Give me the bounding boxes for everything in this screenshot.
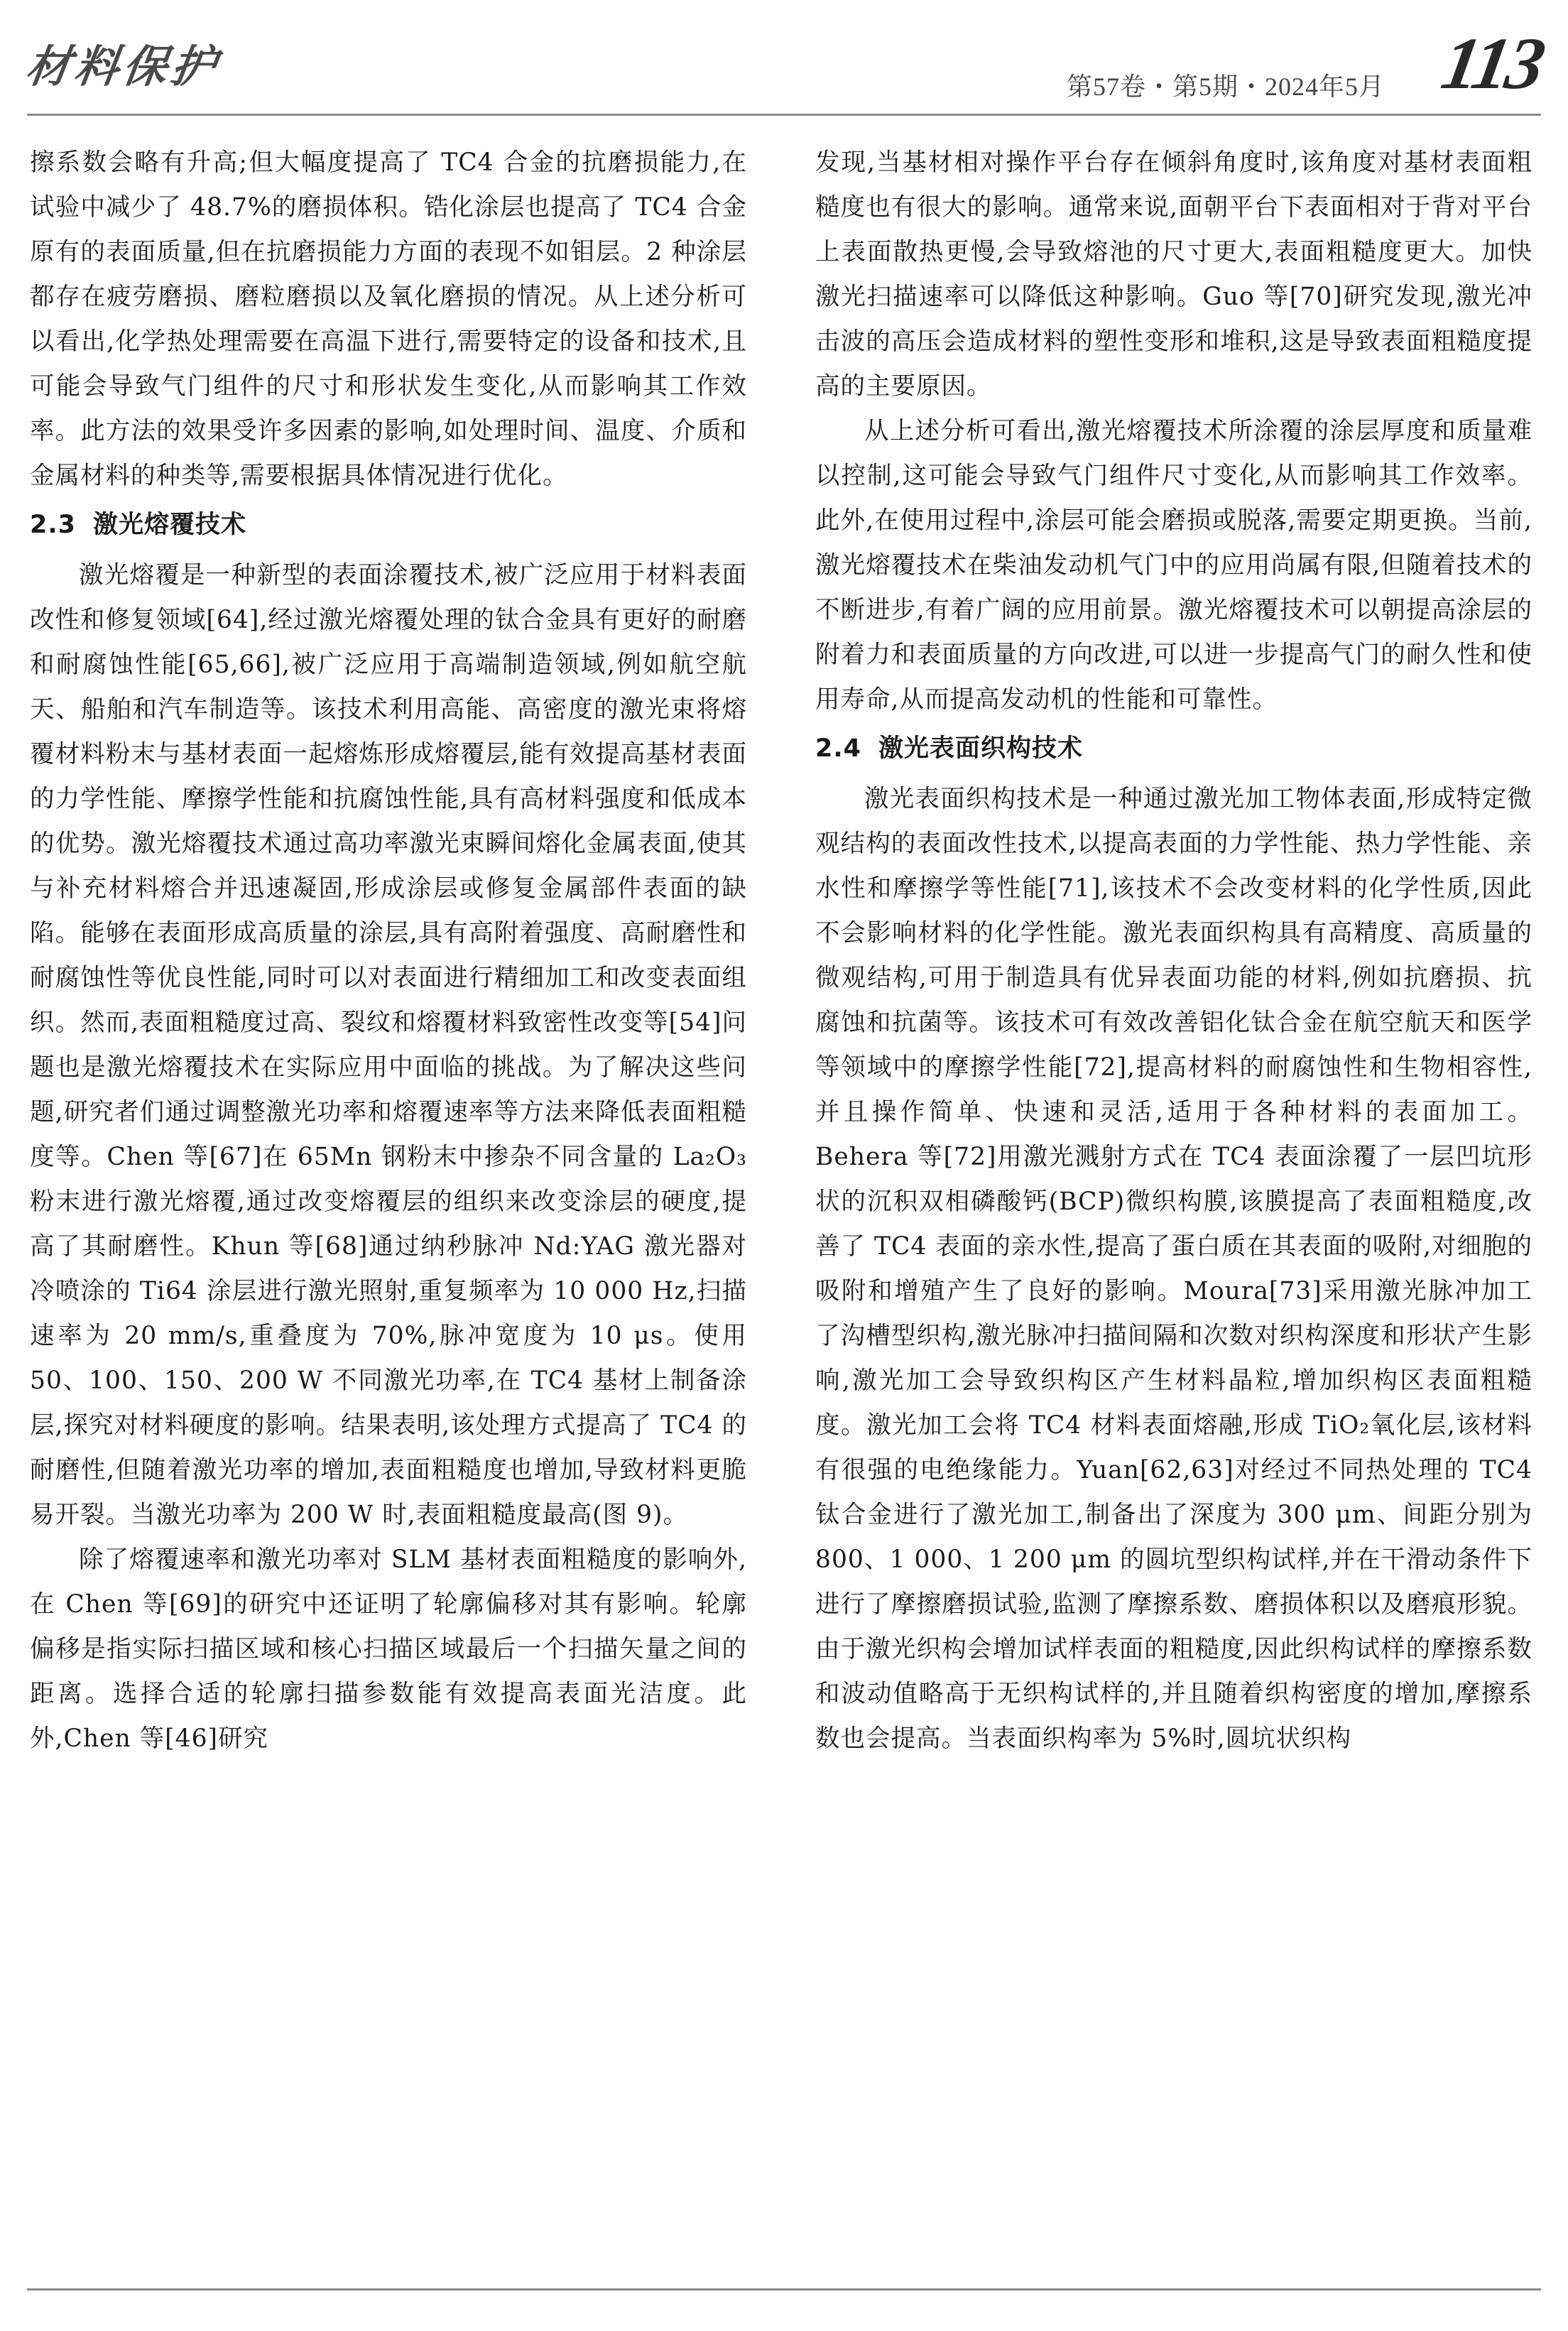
paragraph: 激光熔覆是一种新型的表面涂覆技术,被广泛应用于材料表面改性和修复领域[64],经过激光熔覆处理的钛合金具有更好的耐磨和耐腐蚀性能[65,66],被广泛应用于高端制造领域,例如航空航天、船舶和汽车制造等。该技术利用高能、高密度的激光束将熔覆材料粉末与基材表面一起熔炼形成熔覆层,能有效提高基材表面的力学性能、摩擦学性能和抗腐蚀性能,具有高材料强度和低成本的优势。激光熔覆技术通过高功率激光束瞬间熔化金属表面,使其与补充材料熔合并迅速凝固,形成涂层或修复金属部件表面的缺陷。能够在表面形成高质量的涂层,具有高附着强度、高耐磨性和耐腐蚀性等优良性能,同时可以对表面进行精细加工和改变表面组织。然而,表面粗糙度过高、裂纹和熔覆材料致密性改变等[54]问题也是激光熔覆技术在实际应用中面临的挑战。为了解决这些问题,研究者们通过调整激光功率和熔覆速率等方法来降低表面粗糙度等。Chen 等[67]在 65Mn 钢粉末中掺杂不同含量的 La₂O₃粉末进行激光熔覆,通过改变熔覆层的组织来改变涂层的硬度,提高了其耐磨性。Khun 等[68]通过纳秒脉冲 Nd:YAG 激光器对冷喷涂的 Ti64 涂层进行激光照射,重复频率为 10 000 Hz,扫描速率为 20 mm/s,重叠度为 70%,脉冲宽度为 10 μs。使用 50、100、150、200 W 不同激光功率,在 TC4 基材上制备涂层,探究对材料硬度的影响。结果表明,该处理方式提高了 TC4 的耐磨性,但随着激光功率的增加,表面粗糙度也增加,导致材料更脆易开裂。当激光功率为 200 W 时,表面粗糙度最高(图 9)。: [30, 561, 747, 1529]
section-number: 2.3: [30, 511, 77, 539]
section-title: 激光表面织构技术: [878, 734, 1084, 763]
right-column: [815, 141, 1532, 2278]
paragraph: 从上述分析可看出,激光熔覆技术所涂覆的涂层厚度和质量难以控制,这可能会导致气门组件尺寸变化,从而影响其工作效率。此外,在使用过程中,涂层可能会磨损或脱落,需要定期更换。当前,激光熔覆技术在柴油发动机气门中的应用尚属有限,但随着技术的不断进步,有着广阔的应用前景。激光熔覆技术可以朝提高涂层的附着力和表面质量的方向改进,可以进一步提高气门的耐久性和使用寿命,从而提高发动机的性能和可靠性。: [815, 417, 1532, 714]
footer-rule: [27, 2288, 1541, 2291]
journal-logo: 材料保护: [23, 40, 224, 92]
issue-info: 第57卷・第5期・2024年5月: [1066, 72, 1385, 101]
paragraph: 激光表面织构技术是一种通过激光加工物体表面,形成特定微观结构的表面改性技术,以提高表面的力学性能、热力学性能、亲水性和摩擦学等性能[71],该技术不会改变材料的化学性质,因此不会影响材料的化学性能。激光表面织构具有高精度、高质量的微观结构,可用于制造具有优异表面功能的材料,例如抗磨损、抗腐蚀和抗菌等。该技术可有效改善铝化钛合金在航空航天和医学等领域中的摩擦学性能[72],提高材料的耐腐蚀性和生物相容性,并且操作简单、快速和灵活,适用于各种材料的表面加工。Behera 等[72]用激光溅射方式在 TC4 表面涂覆了一层凹坑形状的沉积双相磷酸钙(BCP)微织构膜,该膜提高了表面粗糙度,改善了 TC4 表面的亲水性,提高了蛋白质在其表面的吸附,对细胞的吸附和增殖产生了良好的影响。Moura[73]采用激光脉冲加工了沟槽型织构,激光脉冲扫描间隔和次数对织构深度和形状产生影响,激光加工会导致织构区产生材料晶粒,增加织构区表面粗糙度。激光加工会将 TC4 材料表面熔融,形成 TiO₂氧化层,该材料有很强的电绝缘能力。Yuan[62,63]对经过不同热处理的 TC4 钛合金进行了激光加工,制备出了深度为 300 μm、间距分别为 800、1 000、1 200 μm 的圆坑型织构试样,并在干滑动条件下进行了摩擦磨损试验,监测了摩擦系数、磨损体积以及磨痕形貌。由于激光织构会增加试样表面的粗糙度,因此织构试样的摩擦系数和波动值略高于无织构试样的,并且随着织构密度的增加,摩擦系数也会提高。当表面织构率为 5%时,圆坑状织构: [815, 785, 1532, 1753]
paragraph: 发现,当基材相对操作平台存在倾斜角度时,该角度对基材表面粗糙度也有很大的影响。通常来说,面朝平台下表面相对于背对平台上表面散热更慢,会导致熔池的尺寸更大,表面粗糙度更大。加快激光扫描速率可以降低这种影响。Guo 等[70]研究发现,激光冲击波的高压会造成材料的塑性变形和堆积,这是导致表面粗糙度提高的主要原因。: [815, 148, 1532, 401]
paragraph: 除了熔覆速率和激光功率对 SLM 基材表面粗糙度的影响外,在 Chen 等[69]的研究中还证明了轮廓偏移对其有影响。轮廓偏移是指实际扫描区域和核心扫描区域最后一个扫描矢量之间的距离。选择合适的轮廓扫描参数能有效提高表面光洁度。此外,Chen 等[46]研究: [30, 1545, 747, 1753]
section-number: 2.4: [815, 734, 862, 763]
section-heading-2-4: [815, 727, 1532, 771]
paragraph: 擦系数会略有升高;但大幅度提高了 TC4 合金的抗磨损能力,在试验中减少了 48.7%的磨损体积。锆化涂层也提高了 TC4 合金原有的表面质量,但在抗磨损能力方面的表现不如钼层。2 种涂层都存在疲劳磨损、磨粒磨损以及氧化磨损的情况。从上述分析可以看出,化学热处理需要在高温下进行,需要特定的设备和技术,且可能会导致气门组件的尺寸和形状发生变化,从而影响其工作效率。此方法的效果受许多因素的影响,如处理时间、温度、介质和金属材料的种类等,需要根据具体情况进行优化。: [30, 148, 747, 490]
header-rule: [27, 114, 1541, 116]
page-header: [23, 23, 1549, 105]
left-column: [30, 141, 747, 2278]
section-heading-2-3: [30, 503, 747, 548]
page-number: 113: [1435, 23, 1549, 104]
section-title: 激光熔覆技术: [93, 511, 247, 539]
